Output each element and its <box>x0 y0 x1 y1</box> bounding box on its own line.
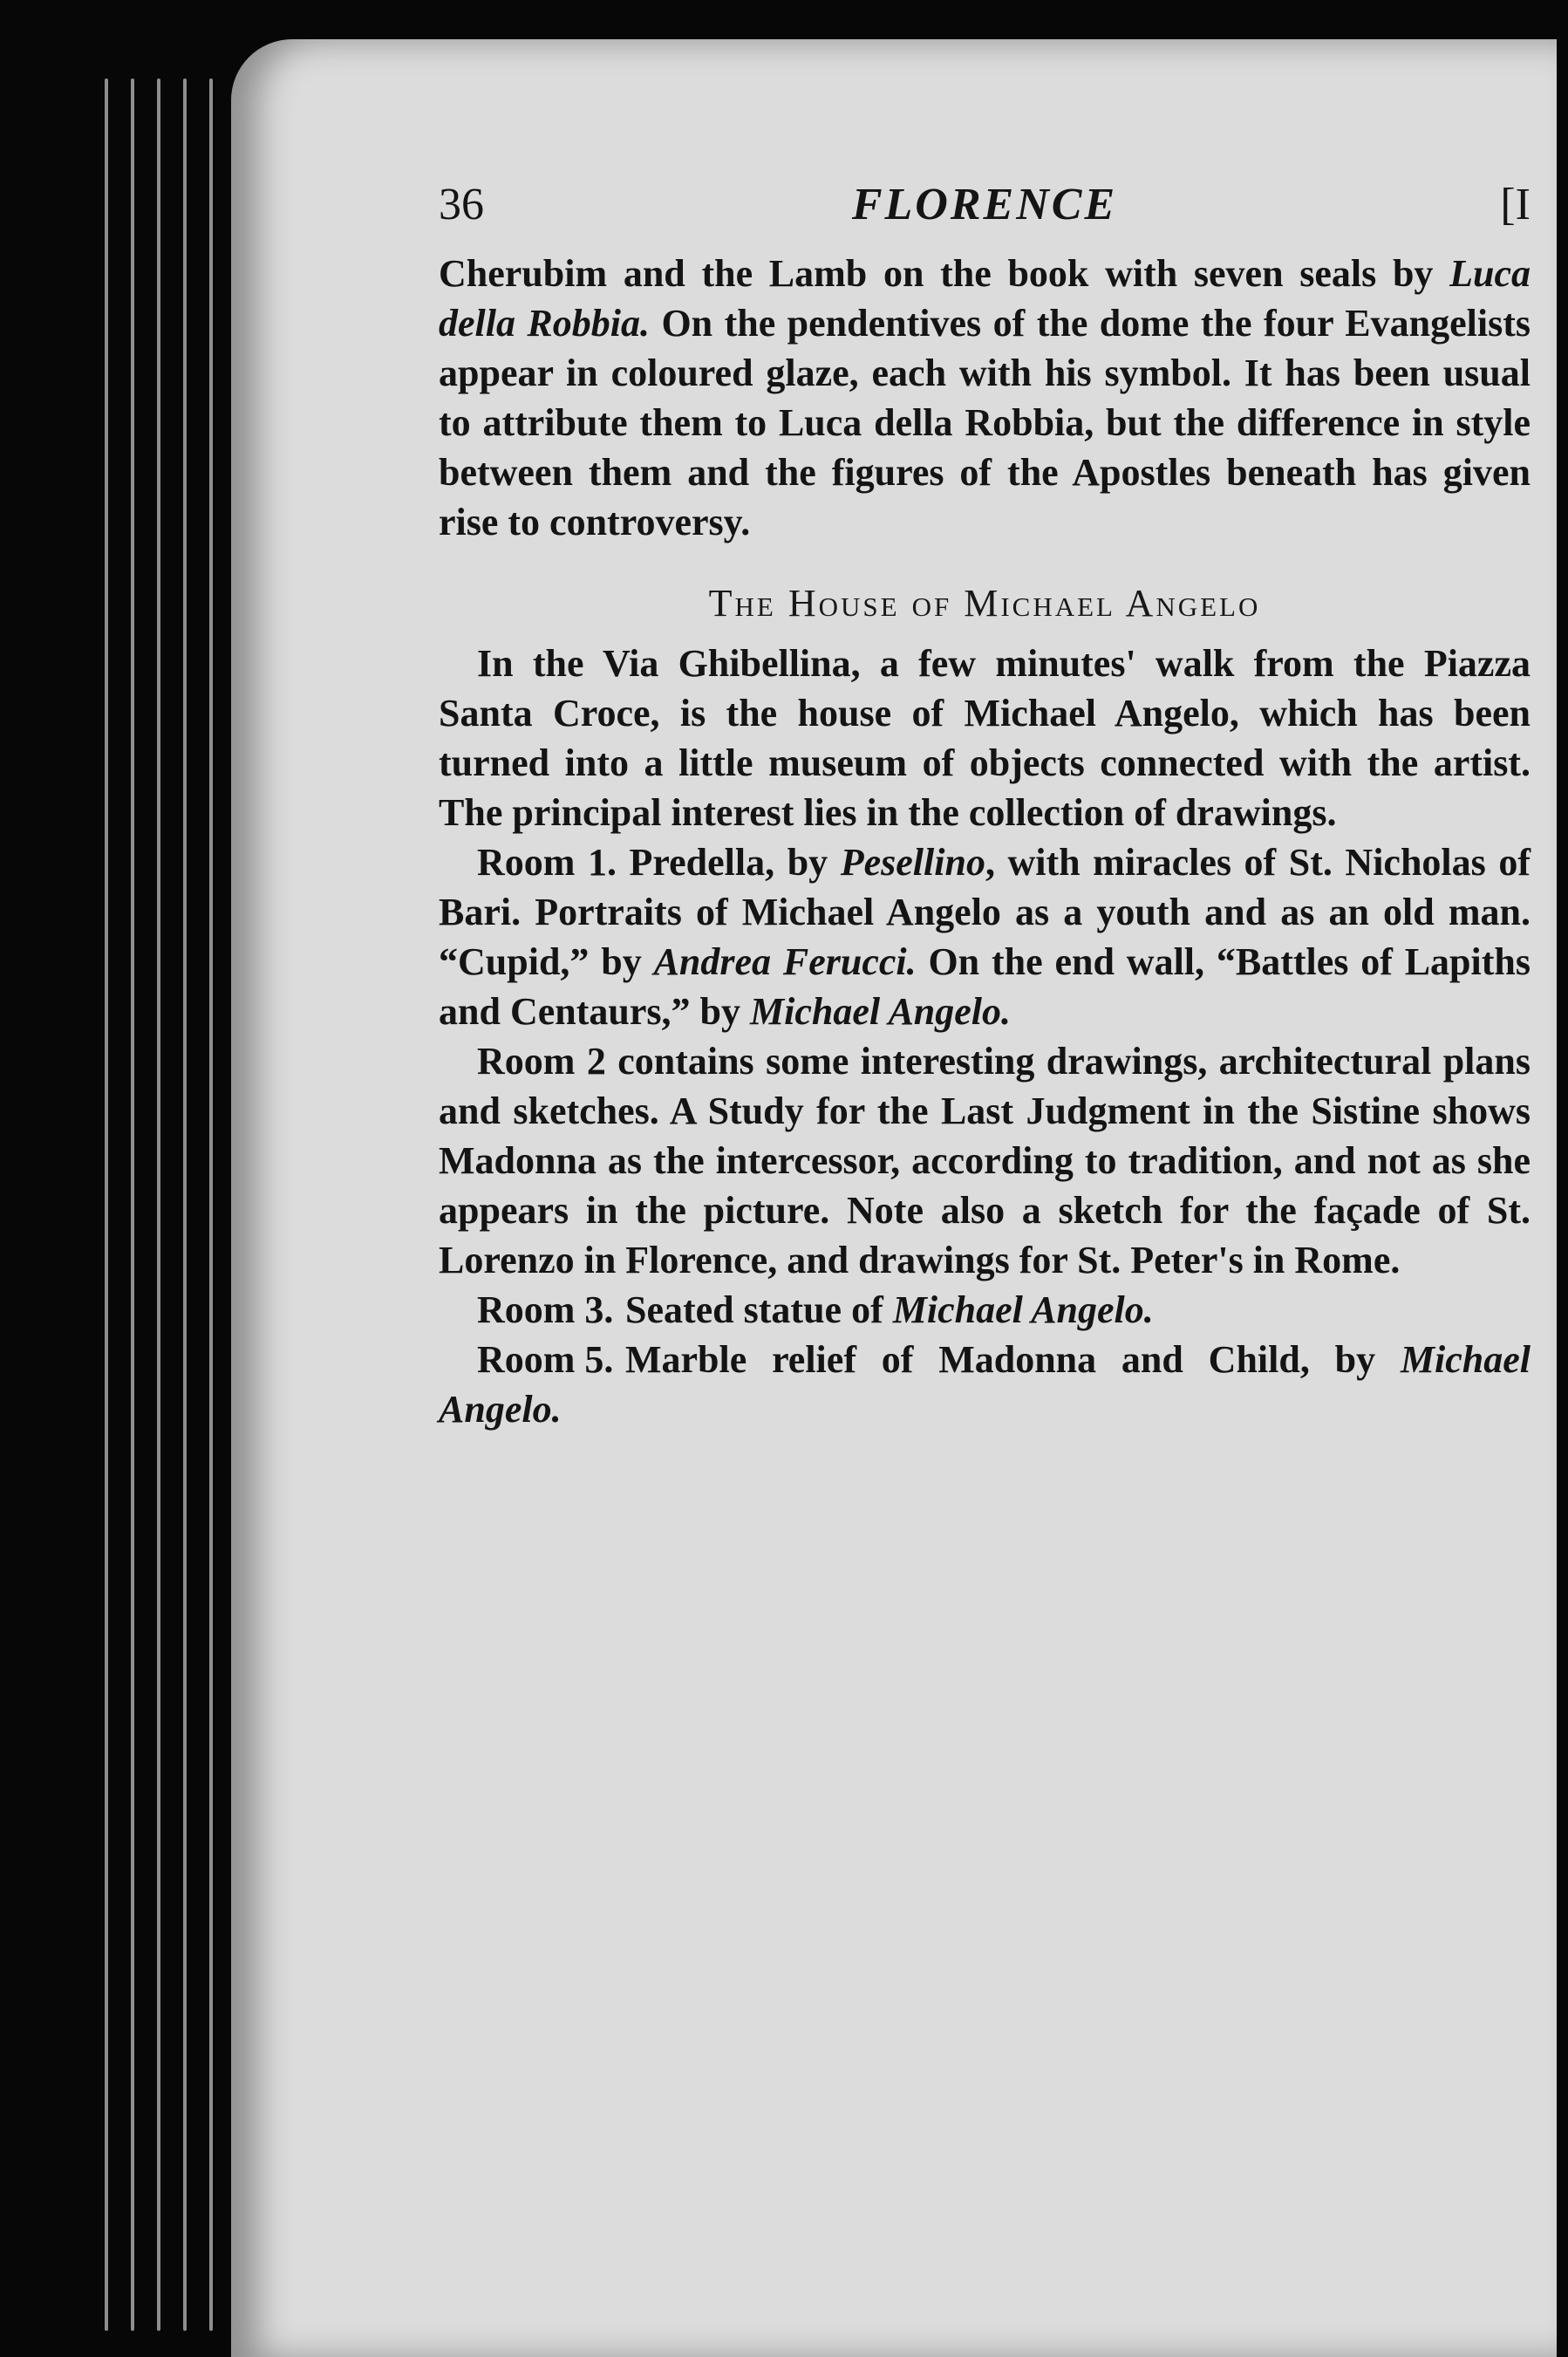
section-heading: The House of Michael Angelo <box>708 582 1261 625</box>
paragraph-room-2: Room 2 contains some interesting drawings, architectural plans and sketches. A Study for the Last Judgment in the Sistine shows Madonna as the intercessor, according to tradition, and not as she appears in the picture. Note also a sketch for the façade of St. Lorenzo in Florence, and drawings for St. Peter's in Rome. <box>439 1040 1531 1281</box>
paragraph-room-5: Room 5. Marble relief of Madonna and Child, by Michael Angelo. <box>439 1338 1531 1431</box>
page-edge <box>157 79 160 2331</box>
page-number: 36 <box>439 180 484 229</box>
page-edge <box>183 79 187 2331</box>
header-mark: [I <box>1500 180 1531 229</box>
paragraph-room-1: Room 1. Predella, by Pesellino, with miracles of St. Nicholas of Bari. Portraits of Michael Angelo as a youth and as an old man. “Cupid,” by Andrea Ferucci. On the end wall, “Battles of Lapiths and Centaurs,” by Michael Angelo. <box>439 841 1531 1033</box>
body-text <box>439 249 1531 1434</box>
book-page <box>231 39 1557 2357</box>
running-title: FLORENCE <box>851 180 1118 229</box>
paragraph-cherubim: Cherubim and the Lamb on the book with seven seals by Luca della Robbia. On the pendentives of the dome the four Evangelists appear in coloured glaze, each with his symbol. It has been usual to attribute them to Luca della Robbia, but the difference in style between them and the figures of the Apostles beneath has given rise to controversy. <box>439 252 1531 543</box>
page-edge <box>105 79 108 2331</box>
page-content <box>439 179 1531 1434</box>
paragraph-room-3: Room 3. Seated statue of Michael Angelo. <box>477 1288 1154 1331</box>
page-edge <box>209 79 213 2331</box>
running-header <box>439 179 1531 249</box>
page-edge <box>131 79 134 2331</box>
paragraph-house: In the Via Ghibellina, a few minutes' walk from the Piazza Santa Croce, is the house of Michael Angelo, which has been turned into a little museum of objects connected with the artist. The principal interest lies in the collection of drawings. <box>439 642 1531 834</box>
